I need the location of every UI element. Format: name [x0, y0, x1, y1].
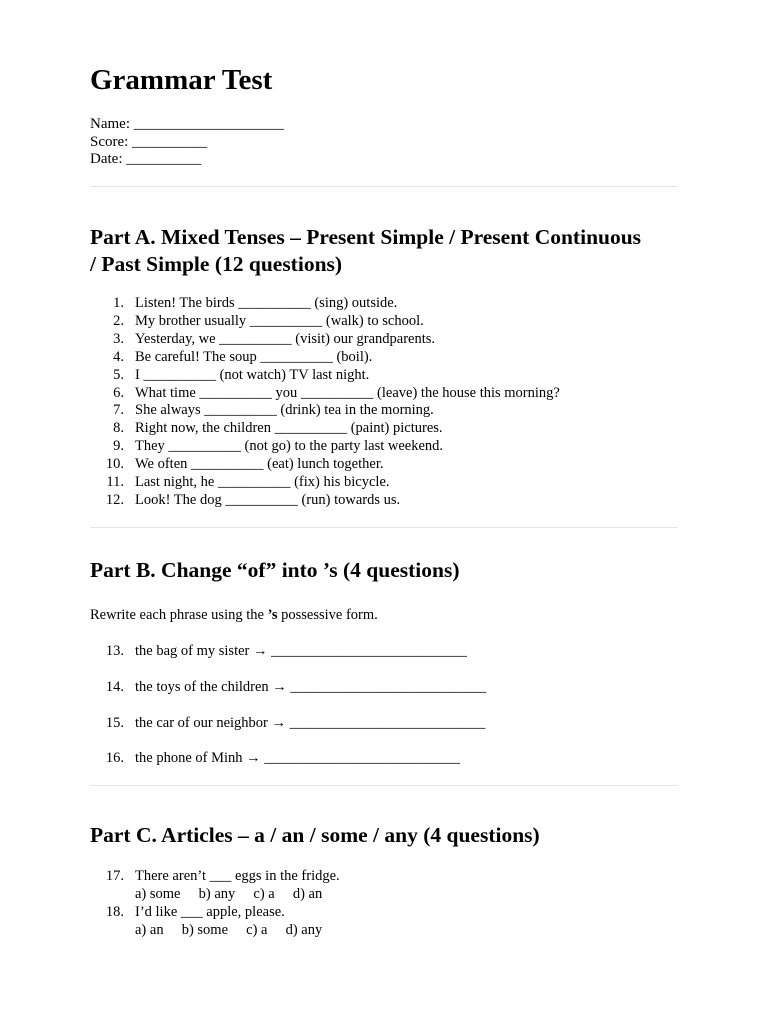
question-text: She always __________ (drink) tea in the morning. — [135, 402, 434, 419]
question-text: Listen! The birds __________ (sing) outside. — [135, 295, 398, 311]
name-line: Name: ____________________ — [90, 116, 284, 132]
part-a-heading — [90, 224, 678, 278]
list-item — [90, 402, 560, 420]
question-number: 3. — [113, 330, 124, 347]
list-item — [90, 420, 560, 438]
question-text: I’d like ___ apple, please. — [135, 904, 285, 920]
question-text: We often __________ (eat) lunch together. — [135, 456, 384, 473]
question-number: 2. — [113, 312, 124, 329]
question-number: 9. — [113, 438, 124, 455]
intro-text: Rewrite each phrase using the — [90, 607, 268, 623]
question-number: 11. — [106, 474, 124, 491]
question-text: Yesterday, we __________ (visit) our grandparents. — [135, 330, 436, 347]
question-number: 13. — [105, 643, 124, 659]
divider — [90, 186, 678, 187]
list-item — [90, 438, 560, 456]
divider — [90, 785, 678, 786]
question-text: My brother usually __________ (walk) to school. — [135, 312, 424, 329]
list-item — [90, 714, 485, 732]
question-number: 1. — [113, 295, 124, 311]
list-item — [90, 642, 467, 660]
list-item — [90, 456, 560, 474]
question-number: 4. — [113, 348, 124, 365]
part-a-heading-line1: Part A. Mixed Tenses – Present Simple / Present Continuous — [90, 225, 642, 249]
list-item — [90, 385, 560, 403]
question-number: 15. — [105, 715, 124, 731]
list-item — [90, 295, 560, 313]
question-text: Last night, he __________ (fix) his bicycle. — [135, 474, 390, 491]
divider — [90, 527, 678, 528]
question-number: 6. — [113, 384, 124, 401]
question-number: 7. — [113, 402, 124, 419]
part-a-heading-line2: / Past Simple (12 questions) — [90, 252, 343, 276]
question-number: 5. — [113, 366, 124, 383]
question-text: the toys of the children → ___________________________ — [135, 679, 487, 695]
part-b-instructions — [90, 606, 378, 624]
question-text: There aren’t ___ eggs in the fridge. — [135, 868, 340, 884]
question-text: What time __________ you __________ (leave) the house this morning? — [135, 384, 560, 401]
list-item — [90, 349, 560, 367]
part-c-heading: Part C. Articles – a / an / some / any (4 questions) — [90, 823, 540, 847]
answer-options: a) some b) any c) a d) an — [135, 886, 323, 902]
question-number: 14. — [105, 679, 124, 695]
question-text: Look! The dog __________ (run) towards us. — [135, 491, 401, 508]
question-text: They __________ (not go) to the party last weekend. — [135, 438, 444, 455]
question-number: 17. — [105, 868, 124, 884]
list-item — [90, 367, 560, 385]
question-text: Right now, the children __________ (paint) pictures. — [135, 420, 443, 437]
list-item — [90, 313, 560, 331]
list-item — [90, 678, 486, 696]
list-item — [90, 492, 560, 510]
date-line: Date: __________ — [90, 151, 202, 167]
question-number: 18. — [105, 904, 124, 920]
question-number: 10. — [105, 456, 124, 473]
question-text: Be careful! The soup __________ (boil). — [135, 348, 373, 365]
intro-bold: ’s — [267, 607, 278, 623]
question-text: the phone of Minh → ___________________________ — [135, 750, 461, 766]
question-number: 12. — [105, 491, 124, 508]
question-text: the car of our neighbor → ___________________________ — [135, 715, 486, 731]
student-info — [90, 116, 284, 169]
question-text: the bag of my sister → ___________________________ — [135, 643, 467, 659]
part-a-questions — [90, 295, 560, 510]
list-item — [90, 474, 560, 492]
question-number: 8. — [113, 420, 124, 437]
list-item — [90, 749, 460, 767]
list-item — [90, 867, 340, 885]
list-item — [90, 331, 560, 349]
score-line: Score: __________ — [90, 133, 208, 150]
part-b-heading: Part B. Change “of” into ’s (4 questions) — [90, 558, 460, 582]
page-title: Grammar Test — [90, 64, 273, 96]
answer-options: a) an b) some c) a d) any — [135, 922, 323, 938]
question-text: I __________ (not watch) TV last night. — [135, 366, 370, 383]
list-item — [90, 903, 285, 921]
intro-text: possessive form. — [277, 607, 378, 623]
question-number: 16. — [105, 750, 124, 766]
